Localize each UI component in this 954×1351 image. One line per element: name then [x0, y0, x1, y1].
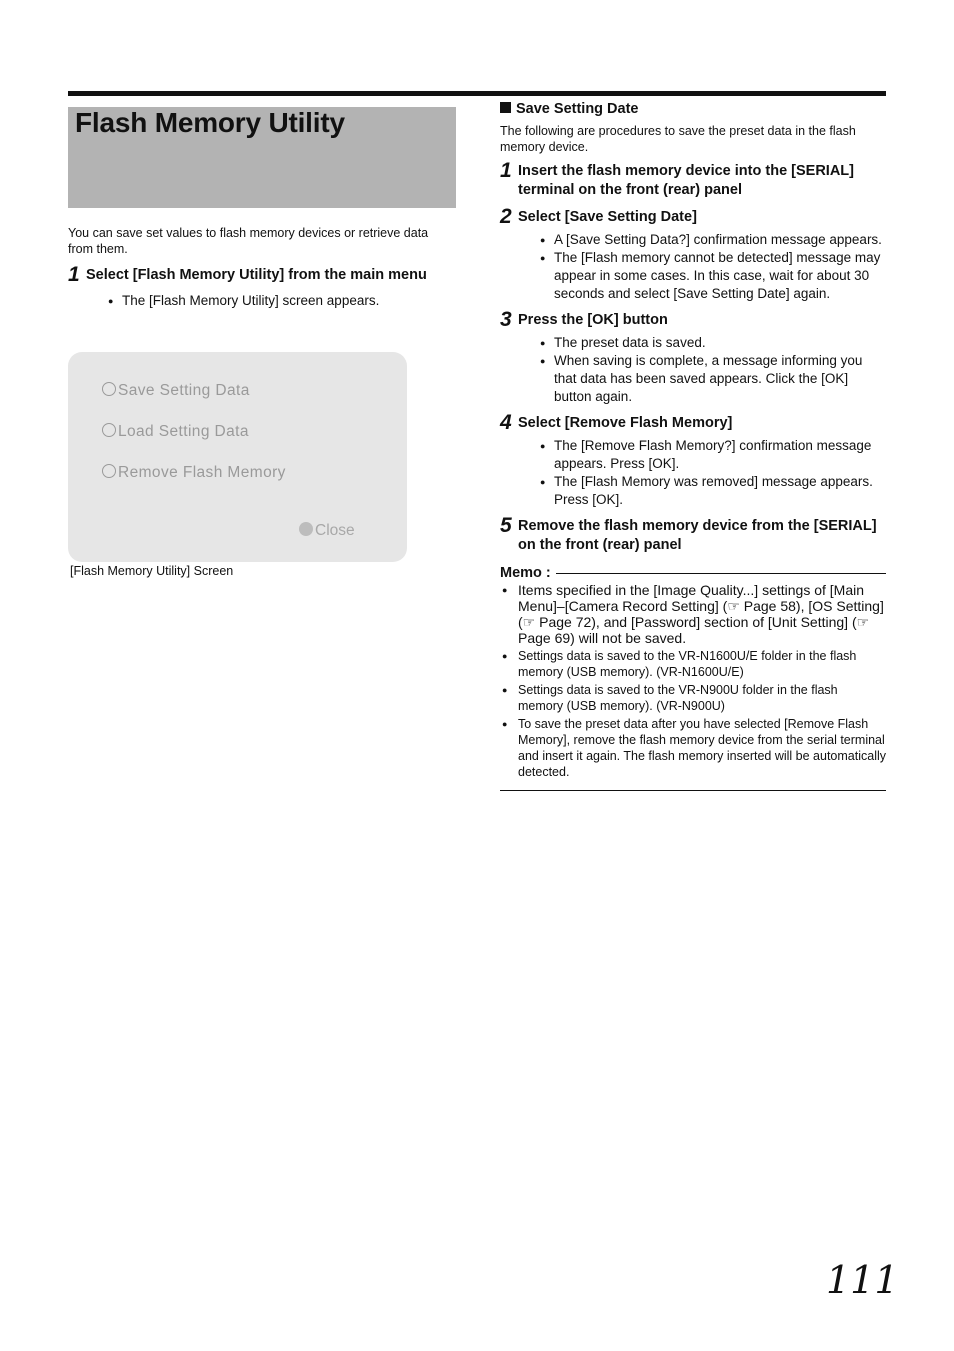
step-3: [500, 308, 886, 406]
section-intro: The following are procedures to save the preset data in the flash memory device.: [500, 124, 856, 154]
step-title: Press the [OK] button: [518, 312, 668, 328]
step-number: 1: [68, 263, 80, 286]
screen-caption: [Flash Memory Utility] Screen: [70, 564, 234, 578]
step-4: [500, 411, 886, 509]
load-setting-data-option[interactable]: [102, 423, 249, 441]
step-bullets: [518, 231, 886, 303]
bullet: ● The [Flash memory cannot be detected] message may appear in some cases. In this case, wait for about 30 seconds and select [Save Setting Date] again.: [536, 249, 886, 303]
top-rule: [68, 91, 886, 96]
step-bullets: [518, 437, 886, 509]
memo-bottom-rule: [500, 790, 886, 791]
flash-memory-utility-screen: [68, 352, 407, 562]
title-band: [68, 107, 456, 208]
option-label: Load Setting Data: [118, 423, 249, 440]
step-number: 3: [500, 308, 512, 331]
intro-text: You can save set values to flash memory devices or retrieve data from them.: [68, 226, 429, 256]
bullet: ● The [Flash Memory Utility] screen appears.: [104, 292, 448, 310]
memo-list: [500, 582, 886, 780]
step-1: [500, 159, 886, 200]
memo-item: ● Settings data is saved to the VR-N1600U/E folder in the flash memory (USB memory). (VR-N1600U/E): [500, 648, 886, 680]
step-number: 4: [500, 411, 512, 434]
bullet: ● The [Flash Memory was removed] message appears. Press [OK].: [536, 473, 886, 509]
bullet: ● The preset data is saved.: [536, 334, 886, 352]
radio-circle-icon: [102, 382, 116, 396]
right-column: [500, 100, 886, 791]
left-column: [68, 225, 448, 310]
remove-flash-memory-option[interactable]: [102, 464, 286, 482]
radio-circle-icon: [102, 464, 116, 478]
option-label: Save Setting Data: [118, 382, 250, 399]
section-heading-text: Save Setting Date: [516, 101, 639, 117]
square-bullet-icon: [500, 102, 511, 113]
memo-box: [500, 565, 886, 791]
close-button[interactable]: [299, 522, 355, 540]
step-number: 1: [500, 159, 512, 182]
save-setting-data-option[interactable]: [102, 382, 250, 400]
radio-circle-icon: [102, 423, 116, 437]
memo-rule: [556, 573, 886, 574]
step-bullets: [518, 334, 886, 406]
bullet: ● A [Save Setting Data?] confirmation message appears.: [536, 231, 886, 249]
memo-heading: [500, 565, 886, 581]
filled-circle-icon: [299, 522, 313, 536]
memo-item: ● To save the preset data after you have selected [Remove Flash Memory], remove the flash memory device from the serial terminal and insert it again. The flash memory inserted will be automatically detected.: [500, 716, 886, 780]
step-number: 5: [500, 514, 512, 537]
step-5: [500, 514, 886, 555]
section-heading: [500, 100, 886, 118]
memo-item: ● Items specified in the [Image Quality...] settings of [Main Menu]–[Camera Record Setting] (☞ Page 58), [OS Setting](☞ Page 72), and [Password] section of [Unit Setting] (☞ Page 69) will not be saved.: [500, 582, 886, 646]
step-title: Select [Remove Flash Memory]: [518, 415, 733, 431]
page-title: Flash Memory Utility: [75, 107, 345, 138]
option-label: Remove Flash Memory: [118, 464, 286, 481]
step-title: Insert the flash memory device into the [SERIAL] terminal on the front (rear) panel: [518, 163, 854, 198]
step-title: Select [Save Setting Date]: [518, 209, 697, 225]
step-title: Select [Flash Memory Utility] from the main menu: [86, 267, 427, 283]
memo-label: Memo :: [500, 565, 551, 581]
close-label: Close: [315, 522, 355, 539]
step-number: 2: [500, 205, 512, 228]
page-number: 111: [826, 1258, 899, 1302]
bullet: ● When saving is complete, a message informing you that data has been saved appears. Click the [OK] button again.: [536, 352, 886, 406]
step-1-left: [68, 263, 448, 310]
step-title: Remove the flash memory device from the [SERIAL] on the front (rear) panel: [518, 518, 877, 553]
bullet: ● The [Remove Flash Memory?] confirmation message appears. Press [OK].: [536, 437, 886, 473]
memo-item: ● Settings data is saved to the VR-N900U folder in the flash memory (USB memory). (VR-N900U): [500, 682, 886, 714]
step-bullets: [86, 292, 448, 310]
step-2: [500, 205, 886, 303]
